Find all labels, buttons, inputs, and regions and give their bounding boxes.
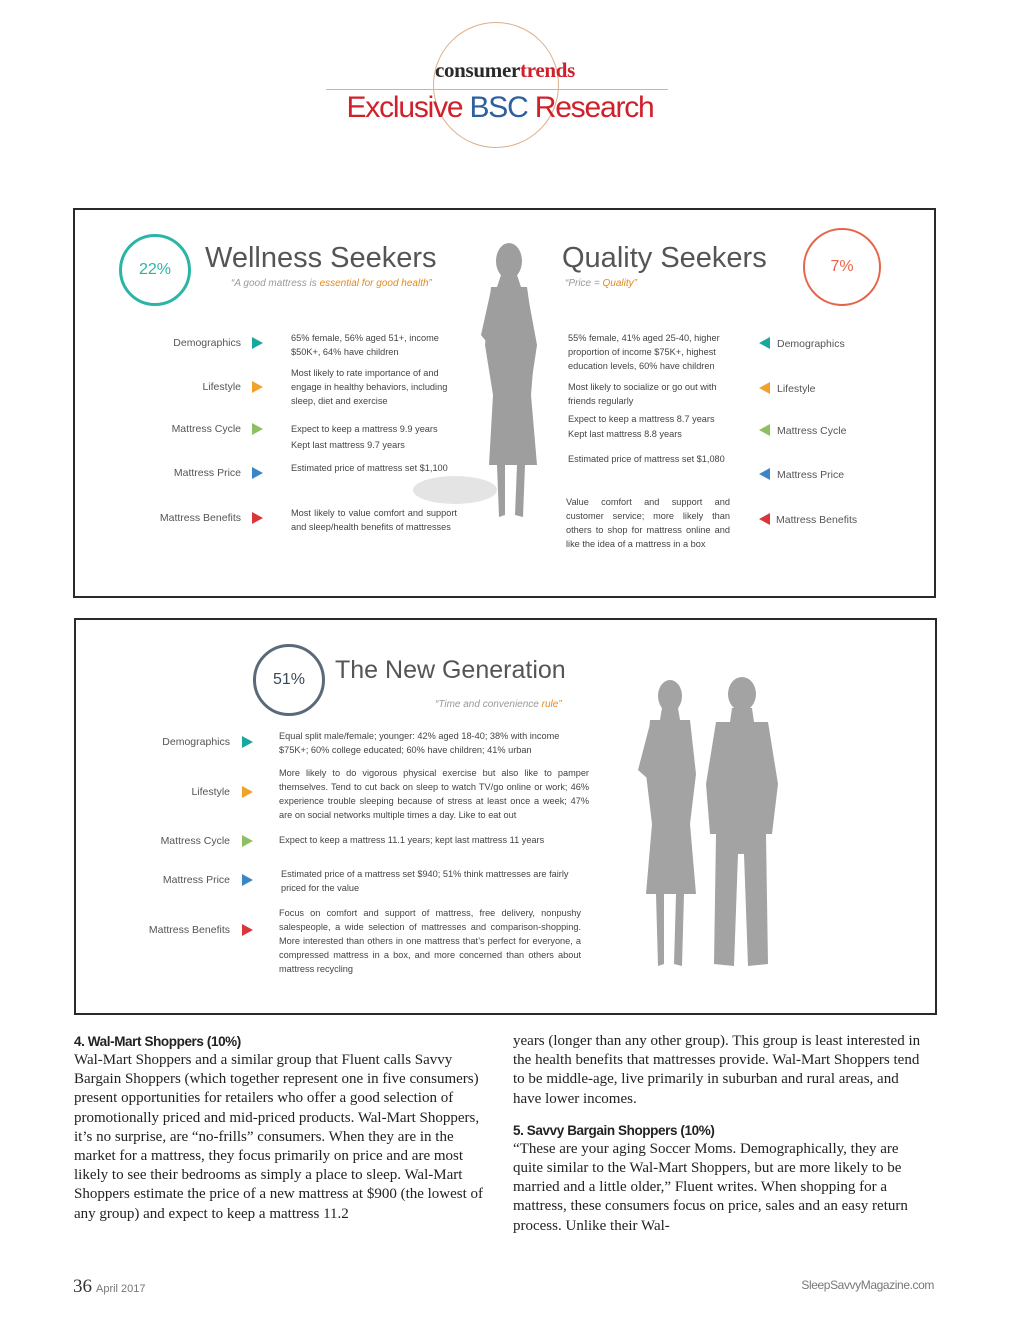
page-number: 36 bbox=[73, 1276, 92, 1297]
triangle-icon bbox=[252, 467, 263, 479]
wellness-text-price: Estimated price of mattress set $1,100 bbox=[291, 463, 448, 473]
newgen-text-lifestyle: More likely to do vigorous physical exercise but also like to pamper themselves. Tend to cut back on sleep to watch TV/go online or work; 46% experience trouble sleeping because of stress at least once a week; 47% are on social networks multiple times a day. Like to eat out bbox=[279, 768, 589, 820]
wellness-label-benefits: Mattress Benefits bbox=[159, 512, 241, 524]
wellness-label-demographics: Demographics bbox=[173, 337, 241, 349]
wellness-text-cycle: Expect to keep a mattress 9.9 years Kept last mattress 9.7 years bbox=[291, 424, 438, 450]
new-generation-percent-ring bbox=[253, 644, 325, 716]
quality-text-demographics: 55% female, 41% aged 25-40, higher proportion of income $75K+, highest education levels, 60% have children bbox=[568, 333, 720, 371]
quality-label-price: Mattress Price bbox=[777, 469, 845, 481]
brand-trends: trends bbox=[520, 58, 576, 82]
triangle-icon bbox=[252, 337, 263, 349]
quality-label-demographics: Demographics bbox=[777, 338, 845, 350]
triangle-icon bbox=[759, 468, 770, 480]
paragraph-savvy: “These are your aging Soccer Moms. Demographically, they are quite similar to the Wal-Mart Shoppers, but are more likely to be married and a little older,” Fluent writes. When shopping for a mattress, these consumers focus on price, sales and an easy return process. Unlike their Wal- bbox=[513, 1140, 908, 1234]
triangle-icon bbox=[759, 337, 770, 349]
quality-subtitle bbox=[565, 278, 637, 289]
newgen-text-cycle: Expect to keep a mattress 11.1 years; kept last mattress 11 years bbox=[279, 835, 545, 845]
triangle-icon bbox=[252, 381, 263, 393]
section-title bbox=[0, 91, 1000, 125]
new-generation-subtitle bbox=[435, 699, 562, 710]
quality-label-lifestyle: Lifestyle bbox=[777, 383, 816, 395]
wellness-text-demographics: 65% female, 56% aged 51+, income $50K+, 64% have children bbox=[291, 333, 439, 357]
wellness-percent: 22% bbox=[138, 261, 172, 278]
wellness-subtitle-b: essential for good health” bbox=[319, 278, 432, 289]
segments-panel-new-generation bbox=[74, 618, 937, 1015]
quality-subtitle-a: “Price = bbox=[565, 278, 603, 289]
paragraph-gap bbox=[513, 1109, 928, 1121]
newgen-text-demographics: Equal split male/female; younger: 42% aged 18-40; 38% with income $75K+; 60% college educated; 60% have children; 41% urban bbox=[279, 731, 560, 755]
section-brand bbox=[0, 58, 1010, 83]
quality-text-cycle: Expect to keep a mattress 8.7 years Kept last mattress 8.8 years bbox=[568, 414, 715, 439]
quality-text-lifestyle: Most likely to socialize or go out with friends regularly bbox=[568, 382, 717, 406]
quality-subtitle-b: Quality” bbox=[602, 278, 637, 289]
newgen-label-lifestyle: Lifestyle bbox=[191, 786, 230, 798]
issue-date: April 2017 bbox=[96, 1283, 146, 1295]
quality-percent-ring bbox=[803, 228, 881, 306]
quality-label-benefits: Mattress Benefits bbox=[776, 514, 858, 526]
wellness-title: Wellness Seekers bbox=[205, 242, 437, 274]
triangle-icon bbox=[252, 423, 263, 435]
section-heading-walmart: 4. Wal-Mart Shoppers (10%) bbox=[74, 1034, 241, 1049]
article-column-right bbox=[513, 1032, 928, 1236]
header-rule bbox=[326, 89, 668, 90]
wellness-text-lifestyle: Most likely to rate importance of and engage in healthy behaviors, including sleep, diet and exercise bbox=[291, 368, 448, 406]
title-bsc: BSC bbox=[469, 91, 535, 124]
newgen-label-price: Mattress Price bbox=[162, 874, 230, 886]
title-research: Research bbox=[534, 91, 654, 124]
header-circle-ornament bbox=[433, 22, 559, 148]
newgen-label-demographics: Demographics bbox=[162, 736, 230, 748]
wellness-text-benefits: Most likely to value comfort and support and sleep/health benefits of mattresses bbox=[291, 508, 457, 532]
triangle-icon bbox=[242, 874, 253, 886]
new-generation-percent: 51% bbox=[272, 671, 306, 688]
new-generation-subtitle-b: rule” bbox=[541, 699, 562, 710]
wellness-label-cycle: Mattress Cycle bbox=[171, 423, 241, 435]
new-generation-subtitle-a: “Time and convenience bbox=[435, 699, 542, 710]
triangle-icon bbox=[759, 424, 770, 436]
triangle-icon bbox=[242, 736, 253, 748]
triangle-icon bbox=[242, 835, 253, 847]
triangle-icon bbox=[242, 786, 253, 798]
wellness-subtitle bbox=[231, 278, 432, 289]
newgen-text-benefits: Focus on comfort and support of mattress, free delivery, nonpushy salespeople, a wide selection of mattresses and comparison-shopping. More interested than others in one mattress that’s perfect for everyone, a compressed mattress in a box, and more concerned than others about mattress recycling bbox=[279, 908, 581, 974]
quality-title: Quality Seekers bbox=[562, 242, 767, 274]
triangle-icon bbox=[759, 513, 770, 525]
footer-site: SleepSavvyMagazine.com bbox=[801, 1278, 934, 1292]
wellness-label-lifestyle: Lifestyle bbox=[202, 381, 241, 393]
wellness-label-price: Mattress Price bbox=[173, 467, 241, 479]
newgen-label-benefits: Mattress Benefits bbox=[148, 924, 230, 936]
quality-text-benefits: Value comfort and support and customer service; more likely than others to shop for mattress online and like the idea of a mattress in a box bbox=[566, 497, 730, 549]
section-heading-savvy: 5. Savvy Bargain Shoppers (10%) bbox=[513, 1122, 715, 1138]
couple-silhouette-icon bbox=[616, 674, 816, 974]
woman-silhouette-icon bbox=[405, 235, 555, 525]
article-column-left bbox=[74, 1032, 489, 1224]
paragraph-walmart: Wal-Mart Shoppers and a similar group that Fluent calls Savvy Bargain Shoppers (which together represent one in five consumers) present opportunities for retailers who offer a good selection of promotionally priced and mid-priced products. Wal-Mart Shoppers, it’s no surprise, are “no-frills” consumers. When they are in the market for a mattress, they focus primarily on price and are most likely to see their bedrooms as simply a place to sleep. Wal-Mart Shoppers estimate the price of a new mattress at $900 (the lowest of any group) and expect to keep a mattress 11.2 bbox=[74, 1052, 484, 1222]
quality-label-cycle: Mattress Cycle bbox=[777, 425, 847, 437]
wellness-percent-ring bbox=[119, 234, 191, 306]
title-exclusive: Exclusive bbox=[346, 91, 470, 124]
triangle-icon bbox=[242, 924, 253, 936]
quality-percent: 7% bbox=[830, 258, 854, 275]
triangle-icon bbox=[252, 512, 263, 524]
paragraph-walmart-continued: years (longer than any other group). This group is least interested in the health benefits that mattresses provide. Wal-Mart Shoppers tend to be middle-age, live primarily in suburban and rural areas, and have lower incomes. bbox=[513, 1033, 921, 1107]
wellness-subtitle-a: “A good mattress is bbox=[231, 278, 320, 289]
newgen-text-price: Estimated price of a mattress set $940; 51% think mattresses are fairly priced for the value bbox=[281, 869, 569, 893]
triangle-icon bbox=[759, 382, 770, 394]
newgen-label-cycle: Mattress Cycle bbox=[160, 835, 230, 847]
segments-panel-wellness-quality bbox=[73, 208, 936, 598]
new-generation-title: The New Generation bbox=[335, 656, 566, 684]
quality-text-price: Estimated price of mattress set $1,080 bbox=[568, 454, 725, 464]
brand-consumer: consumer bbox=[434, 58, 521, 82]
footer-page-info bbox=[73, 1276, 146, 1298]
